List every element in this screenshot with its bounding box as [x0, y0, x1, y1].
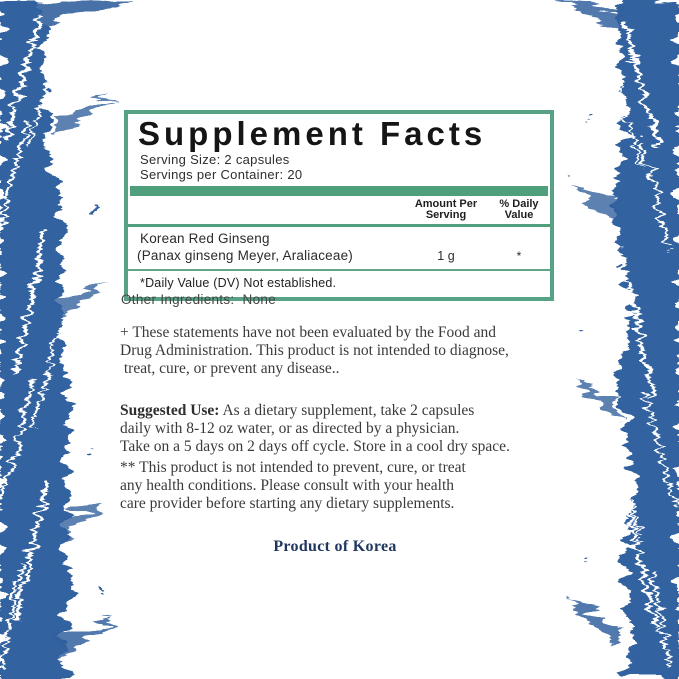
- ingredient-amount: 1 g: [437, 249, 455, 263]
- product-origin: Product of Korea: [273, 538, 397, 555]
- column-header-amount-line2: Serving: [425, 209, 467, 221]
- column-header-amount: [404, 199, 488, 221]
- table-header-row: [128, 196, 550, 227]
- suggested-use-line1: [120, 402, 600, 420]
- suggested-use-line2: daily with 8-12 oz water, or as directed by a physician.: [120, 420, 460, 437]
- column-header-amount-line1: Amount Per: [414, 198, 478, 210]
- serving-size: Serving Size: 2 capsules: [140, 152, 290, 167]
- ingredient-daily-value: *: [516, 249, 522, 263]
- table-row: [128, 247, 550, 271]
- supplement-facts-panel: [124, 110, 554, 301]
- column-header-dv-line1: % Daily: [499, 198, 539, 210]
- servings-per-container: Servings per Container: 20: [140, 167, 303, 182]
- ingredient-name: Korean Red Ginseng: [140, 231, 270, 246]
- fda-disclaimer: [120, 324, 600, 378]
- other-ingredients: Other Ingredients: None: [121, 292, 277, 307]
- health-warning: [120, 459, 600, 513]
- ingredient-detail: (Panax ginseng Meyer, Araliaceae): [137, 248, 353, 263]
- daily-value-footnote: *Daily Value (DV) Not established.: [140, 276, 337, 290]
- suggested-use-label: Suggested Use:: [120, 402, 220, 419]
- suggested-use: [120, 402, 600, 456]
- fda-disclaimer-line3: treat, cure, or prevent any disease..: [120, 360, 340, 377]
- health-warning-line1: ** This product is not intended to prevent, cure, or treat: [120, 459, 466, 476]
- suggested-use-line1-rest: As a dietary supplement, take 2 capsules: [219, 402, 475, 419]
- fda-disclaimer-line2: Drug Administration. This product is not intended to diagnose,: [120, 342, 509, 359]
- fda-disclaimer-line1: + These statements have not been evaluated by the Food and: [120, 324, 497, 341]
- health-warning-line3: care provider before starting any dietary supplements.: [120, 495, 455, 512]
- panel-title: Supplement Facts: [138, 115, 487, 152]
- column-header-dv-line2: Value: [504, 209, 534, 221]
- health-warning-line2: any health conditions. Please consult with your health: [120, 477, 455, 494]
- green-divider-bar: [130, 186, 548, 196]
- suggested-use-line3: Take on a 5 days on 2 days off cycle. Store in a cool dry space.: [120, 438, 510, 455]
- column-header-daily-value: [488, 199, 550, 221]
